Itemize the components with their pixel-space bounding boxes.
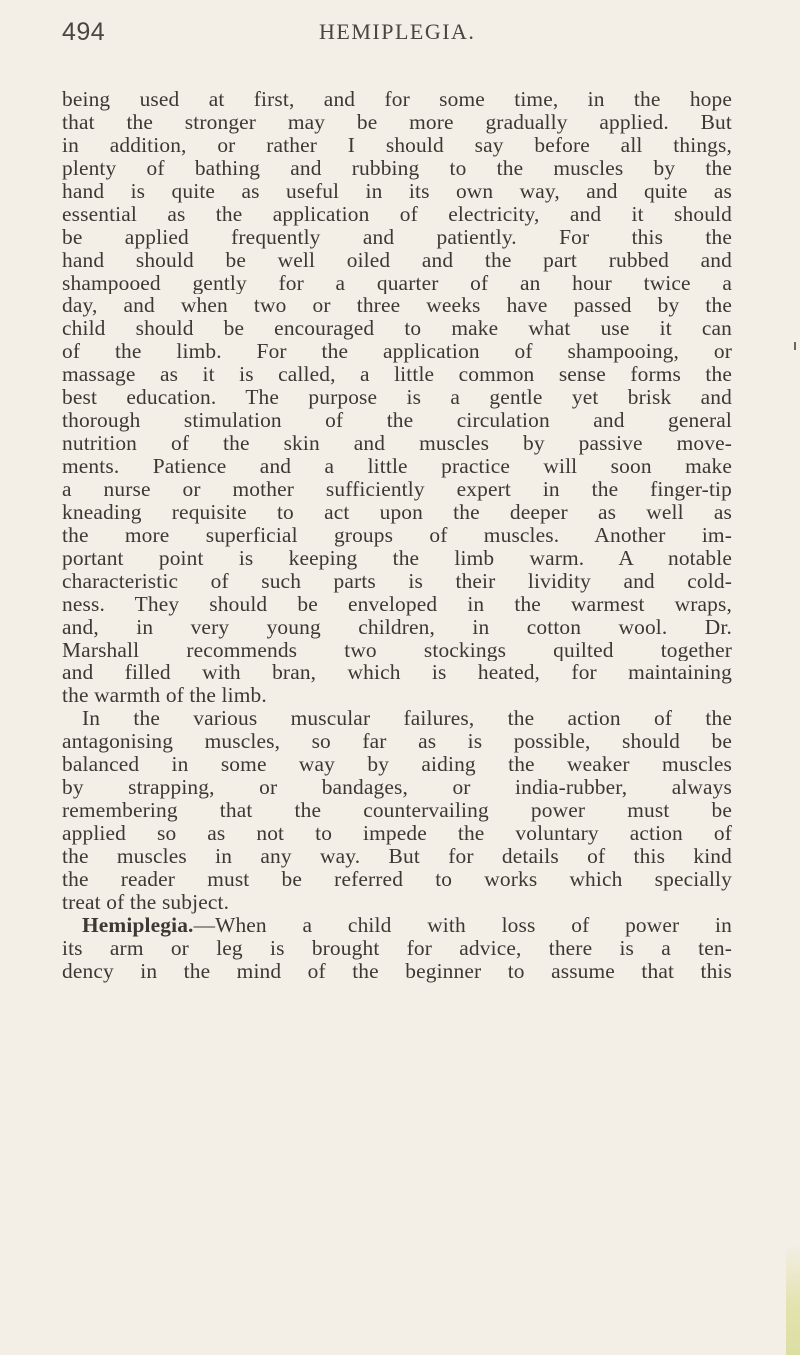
paragraph-line: the more superficial groups of muscles. Another im-	[62, 523, 732, 547]
paragraph-line: and, in very young children, in cotton wool. Dr.	[62, 615, 732, 639]
paragraph-line: balanced in some way by aiding the weaker muscles	[62, 753, 732, 777]
run-in-heading: Hemiplegia.	[82, 913, 194, 937]
running-head	[62, 12, 730, 52]
paragraph-line: its arm or leg is brought for advice, there is a ten-	[62, 936, 732, 960]
paragraph-line: a nurse or mother sufficiently expert in the finger-tip	[62, 477, 732, 501]
paragraph-line: remembering that the countervailing power must be	[62, 799, 732, 822]
paragraph-line: the muscles in any way. But for details of this kind	[62, 844, 732, 868]
paragraph-line: essential as the application of electricity, and it should	[62, 202, 732, 226]
paper-stain	[786, 1245, 800, 1355]
paragraph-line: portant point is keeping the limb warm. A notable	[62, 546, 732, 570]
paragraph-line: In the various muscular failures, the action of the	[82, 707, 732, 731]
paragraph-line: in addition, or rather I should say before all things,	[62, 133, 732, 157]
paragraph-line: the reader must be referred to works which specially	[62, 867, 732, 891]
paragraph-line: the warmth of the limb.	[62, 684, 267, 708]
paragraph-line: kneading requisite to act upon the deeper as well as	[62, 500, 732, 524]
paragraph-line: shampooed gently for a quarter of an hour twice a	[62, 271, 732, 295]
paragraph-line: applied so as not to impede the voluntary action of	[62, 822, 732, 845]
paragraph-line: antagonising muscles, so far as is possible, should be	[62, 730, 732, 754]
paragraph-line: hand is quite as useful in its own way, and quite as	[62, 179, 732, 203]
paragraph-line: thorough stimulation of the circulation and general	[62, 409, 732, 433]
paragraph-line	[62, 914, 732, 937]
paragraph-line: child should be encouraged to make what use it can	[62, 317, 732, 341]
paragraph-line: and filled with bran, which is heated, for maintaining	[62, 661, 732, 685]
page-number: 494	[62, 18, 106, 46]
paragraph-line: ments. Patience and a little practice will soon make	[62, 455, 732, 478]
paragraph-line: plenty of bathing and rubbing to the muscles by the	[62, 156, 732, 180]
paragraph-line: hand should be well oiled and the part rubbed and	[62, 248, 732, 272]
paragraph-line: that the stronger may be more gradually applied. But	[62, 110, 732, 134]
paragraph-line: dency in the mind of the beginner to assume that this	[62, 959, 732, 983]
paragraph-line: massage as it is called, a little common sense forms the	[62, 363, 732, 387]
paragraph-muscular-failures	[62, 707, 732, 913]
paragraph-line: nutrition of the skin and muscles by passive move-	[62, 432, 732, 455]
run-in-continuation: —When a child with loss of power in	[193, 913, 732, 937]
paragraph-hemiplegia	[62, 914, 732, 983]
paragraph-line: being used at first, and for some time, in the hope	[62, 88, 732, 111]
paragraph-line: characteristic of such parts is their lividity and cold-	[62, 569, 732, 593]
paragraph-line: best education. The purpose is a gentle yet brisk and	[62, 386, 732, 410]
paragraph-line: Marshall recommends two stockings quilted together	[62, 638, 732, 662]
paragraph-line: by strapping, or bandages, or india-rubber, always	[62, 776, 732, 800]
paragraph-line: ness. They should be enveloped in the warmest wraps,	[62, 592, 732, 616]
paragraph-line: day, and when two or three weeks have passed by the	[62, 294, 732, 318]
paragraph-line: of the limb. For the application of shampooing, or	[62, 340, 732, 364]
body-text	[62, 88, 732, 983]
paragraph-bathing-and-massage	[62, 88, 732, 707]
paragraph-line: treat of the subject.	[62, 890, 230, 914]
margin-mark	[794, 342, 796, 350]
paragraph-line: be applied frequently and patiently. For this the	[62, 225, 732, 249]
chapter-title: HEMIPLEGIA.	[319, 19, 476, 44]
